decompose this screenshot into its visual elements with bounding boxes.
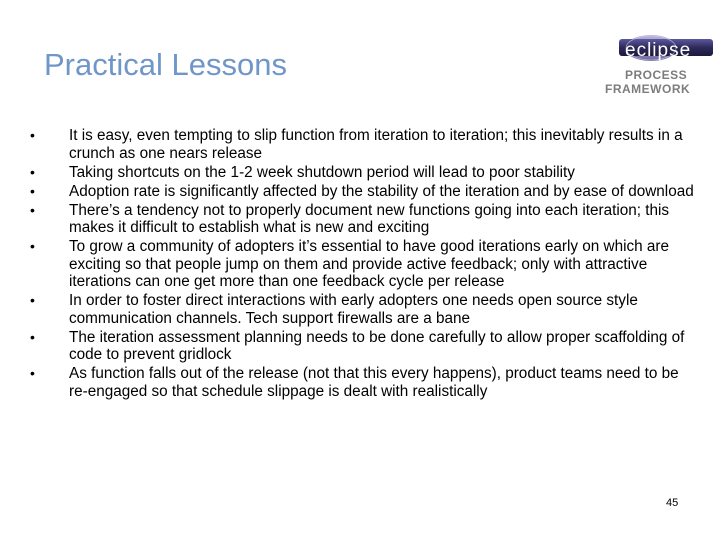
bullet-dot-icon: • — [30, 328, 35, 345]
bullet-item: • In order to foster direct interactions with early adopters one needs open source style communication channels. Tech support firewalls are a bane — [30, 292, 638, 327]
bullet-dot-icon: • — [30, 127, 35, 143]
bullet-list — [25, 127, 695, 402]
eclipse-process-framework-logo — [603, 35, 713, 97]
bullet-item: • To grow a community of adopters it’s essential to have good iterations early on which are exciting so that people jump on them and provide active feedback; only with attractive iterations can one get more than one feedback cycle per release — [30, 238, 670, 290]
bullet-item: • Adoption rate is significantly affected by the stability of the iteration and by ease of download — [30, 182, 694, 200]
bullet-dot-icon: • — [30, 201, 35, 218]
bullet-dot-icon: • — [30, 365, 35, 381]
bullet-dot-icon: • — [30, 238, 35, 254]
bullet-item: • As function falls out of the release (not that this every happens), product teams need to be re-engaged so that schedule slippage is dealt with realistically — [30, 365, 679, 400]
page-number: 45 — [666, 497, 679, 509]
logo-subtitle-framework: FRAMEWORK — [605, 82, 691, 96]
logo-subtitle-process: PROCESS — [625, 68, 688, 82]
bullet-dot-icon: • — [30, 163, 35, 180]
bullet-item: • Taking shortcuts on the 1-2 week shutdown period will lead to poor stability — [30, 163, 575, 181]
bullet-item: • It is easy, even tempting to slip function from iteration to iteration; this inevitably results in a crunch as one nears release — [30, 127, 683, 162]
logo-word: eclipse — [625, 40, 692, 61]
bullet-item: • There’s a tendency not to properly document new functions going into each iteration; this makes it difficult to establish what is new and exciting — [30, 201, 670, 236]
bullet-dot-icon: • — [30, 182, 35, 199]
bullet-item: • The iteration assessment planning needs to be done carefully to allow proper scaffolding of code to prevent gridlock — [30, 328, 685, 363]
slide-title: Practical Lessons — [44, 47, 287, 82]
bullet-dot-icon: • — [30, 292, 35, 308]
